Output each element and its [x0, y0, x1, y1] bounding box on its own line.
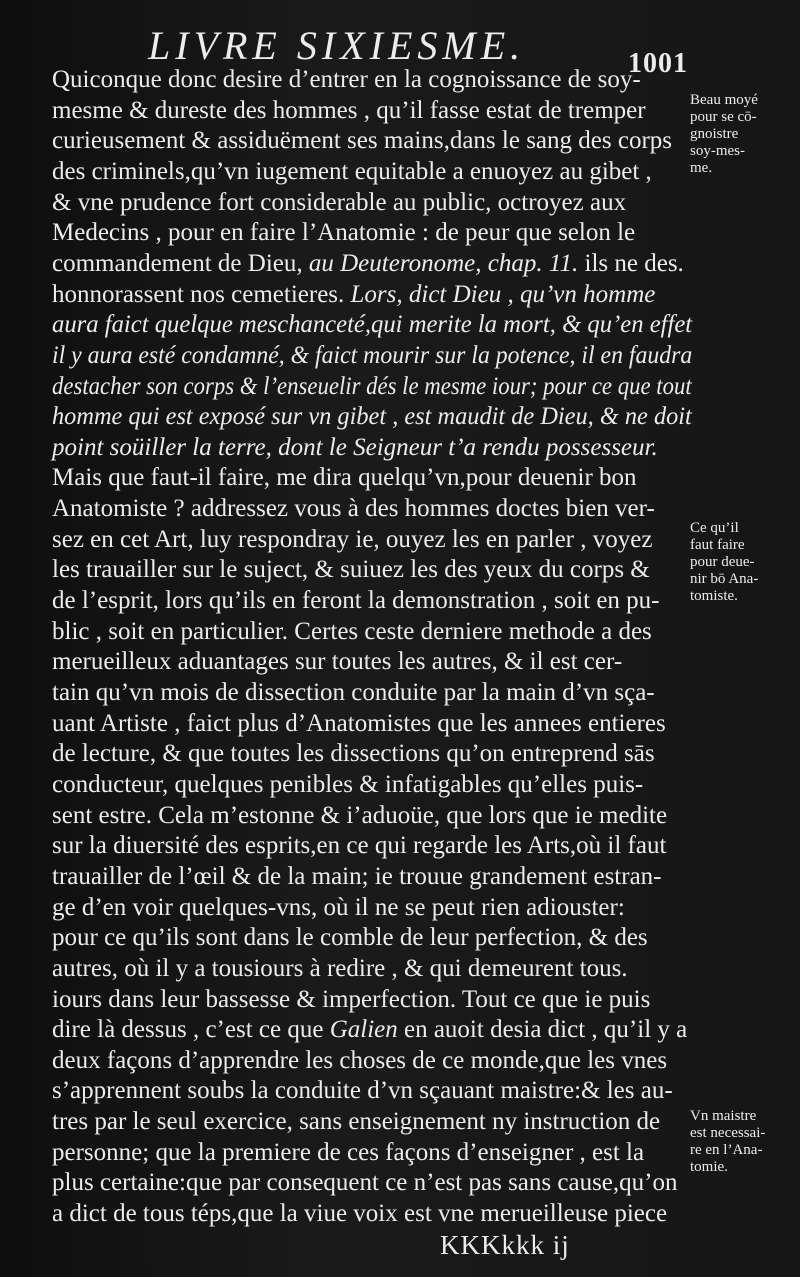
text-line: sez en cet Art, luy respondray ie, ouyez les en parler , voyez	[52, 525, 653, 553]
text-line: & vne prudence fort considerable au public, octroyez aux	[52, 188, 627, 216]
text-line: Medecins , pour en faire l’Anatomie : de peur que selon le	[52, 219, 636, 247]
text-line: dire là dessus , c’est ce que Galien en auoit desia dict , qu’il y a	[52, 1016, 688, 1044]
text-line: honnorassent nos cemetieres. Lors, dict Dieu , qu’vn homme	[52, 280, 656, 308]
text-line: uant Artiste , faict plus d’Anatomistes que les annees entieres	[52, 709, 666, 737]
text-line: il y aura esté condamné, & faict mourir sur la potence, il en faudra	[52, 341, 693, 369]
margin-note-line: Beau moyé	[690, 92, 758, 108]
text-line: sent estre. Cela m’estonne & i’aduoüe, que lors que ie medite	[52, 801, 668, 829]
signature-mark: KKKkkk ij	[440, 1230, 570, 1260]
margin-note-line: faut faire	[690, 537, 745, 553]
running-head-title: LIVRE SIXIESME.	[148, 23, 526, 68]
margin-note-line: nir bō Ana-	[690, 571, 759, 587]
margin-note-line: est necessai-	[690, 1125, 766, 1141]
text-line: tain qu’vn mois de dissection conduite par la main d’vn sça-	[52, 679, 655, 706]
margin-note-line: tomiste.	[690, 588, 738, 604]
text-line: iours dans leur bassesse & imperfection. Tout ce que ie puis	[52, 985, 651, 1013]
margin-note	[690, 92, 795, 177]
margin-note-line: Ce qu’il	[690, 520, 739, 536]
text-line: a dict de tous téps,que la viue voix est vne merueilleuse piece	[52, 1200, 668, 1228]
text-line: merueilleux aduantages sur toutes les autres, & il est cer-	[52, 648, 623, 676]
margin-note-line: pour deue-	[690, 554, 755, 570]
text-line: conducteur, quelques penibles & infatigables qu’elles puis-	[52, 770, 644, 798]
text-line: tres par le seul exercice, sans enseignement ny instruction de	[52, 1108, 661, 1136]
margin-note	[690, 1108, 795, 1176]
margin-note-line: soy-mes-	[690, 143, 745, 159]
text-line: curieusement & assiduëment ses mains,dans le sang des corps	[52, 127, 672, 155]
margin-note-line: gnoistre	[690, 126, 739, 142]
text-line: des criminels,qu’vn iugement equitable a enuoyez au gibet ,	[52, 157, 652, 185]
text-line: mesme & dureste des hommes , qu’il fasse estat de tremper	[52, 96, 646, 124]
margin-note-line: re en l’Ana-	[690, 1142, 763, 1158]
text-line: destacher son corps & l’enseuelir dés le mesme iour; pour ce que tout	[52, 372, 692, 400]
text-line: pour ce qu’ils sont dans le comble de leur perfection, & des	[52, 924, 648, 952]
text-line: ge d’en voir quelques-vns, où il ne se peut rien adiouster:	[52, 893, 625, 921]
text-line: Anatomiste ? addressez vous à des hommes doctes bien ver-	[52, 495, 655, 523]
text-line: autres, où il y a tousiours à redire , & qui demeurent tous.	[52, 954, 628, 982]
page-number: 1001	[628, 48, 688, 79]
text-line: deux façons d’apprendre les choses de ce monde,que les vnes	[52, 1046, 668, 1074]
text-line: homme qui est exposé sur vn gibet , est maudit de Dieu, & ne doit	[52, 403, 692, 431]
margin-note-line: Vn maistre	[690, 1108, 757, 1124]
text-line: personne; que la premiere de ces façons d’enseigner , est la	[52, 1138, 645, 1166]
margin-note-line: tomie.	[690, 1159, 728, 1175]
text-line: Mais que faut-il faire, me dira quelqu’vn,pour deuenir bon	[52, 464, 637, 492]
text-line: blic , soit en particulier. Certes ceste derniere methode a des	[52, 617, 652, 645]
text-line: de l’esprit, lors qu’ils en feront la demonstration , soit en pu-	[52, 587, 660, 615]
text-line: trauailler de l’œil & de la main; ie trouue grandement estran-	[52, 862, 662, 890]
text-line: commandement de Dieu, au Deuteronome, chap. 11. ils ne des.	[52, 249, 684, 277]
text-line: de lecture, & que toutes les dissections qu’on entreprend sās	[52, 740, 655, 768]
text-line: les trauailler sur le suject, & suiuez les des yeux du corps &	[52, 556, 650, 584]
text-line: s’apprennent soubs la conduite d’vn sçauant maistre:& les au-	[52, 1077, 673, 1105]
margin-note-line: me.	[690, 160, 713, 176]
text-line: point soüiller la terre, dont le Seigneur t’a rendu possesseur.	[52, 433, 658, 461]
text-line: sur la diuersité des esprits,en ce qui regarde les Arts,où il faut	[52, 832, 667, 860]
text-line: plus certaine:que par consequent ce n’est pas sans cause,qu’on	[52, 1169, 678, 1197]
margin-note	[690, 520, 795, 605]
margin-note-line: pour se cō-	[690, 109, 757, 125]
text-line: aura faict quelque meschanceté,qui merite la mort, & qu’en effet	[52, 311, 693, 339]
text-line: Quiconque donc desire d’entrer en la cognoissance de soy-	[52, 66, 641, 93]
